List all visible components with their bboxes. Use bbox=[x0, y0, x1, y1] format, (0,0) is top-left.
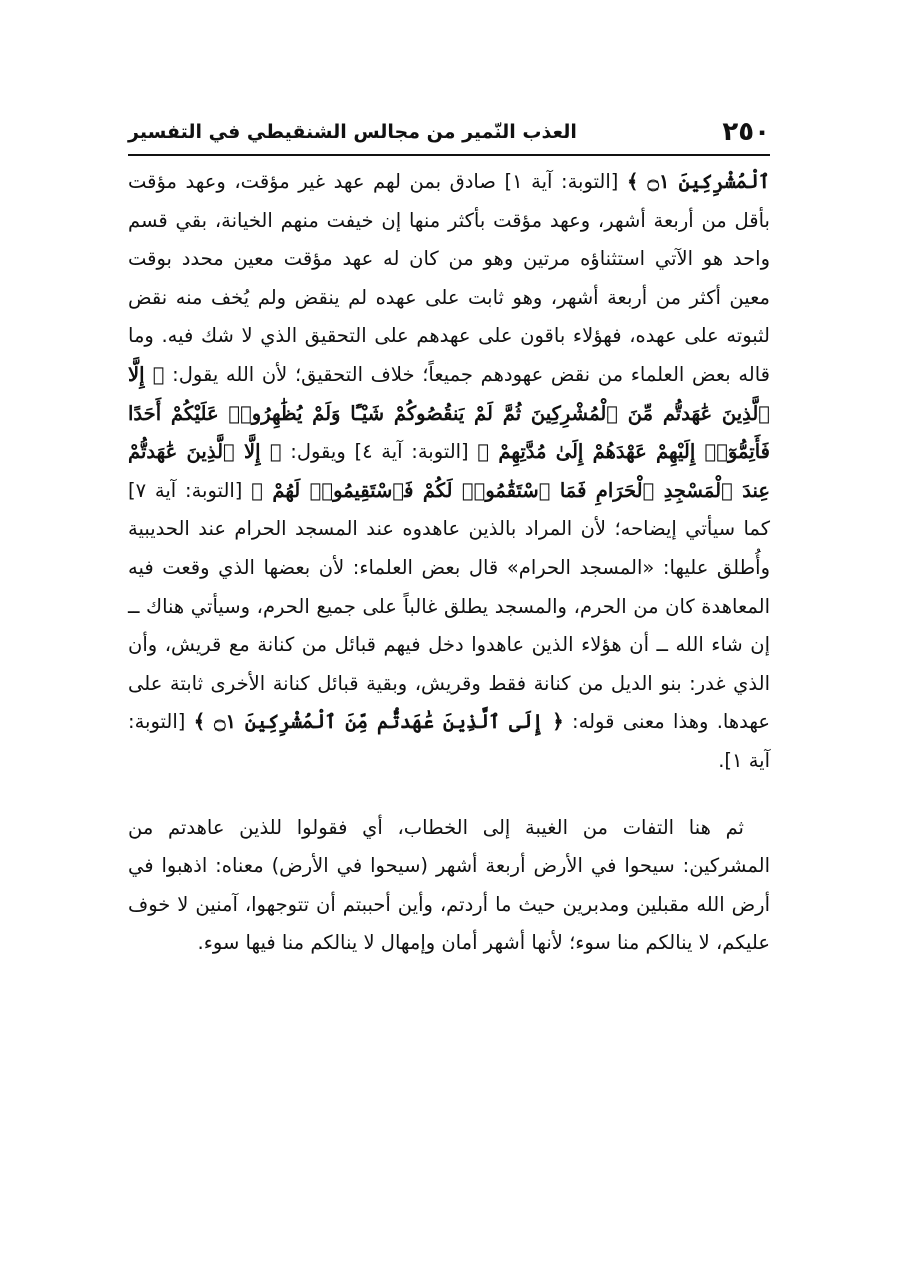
body-text: [التوبة: آية ١]. bbox=[128, 710, 770, 772]
paragraph-2 bbox=[128, 809, 770, 963]
header-rule bbox=[128, 154, 770, 156]
quran-verse: ٱلْمُشْرِكِينَ ۝١ ﴾ bbox=[626, 170, 770, 193]
quran-verse: ﴿ إِلَّا ٱلَّذِينَ عَٰهَدتُّم مِّنَ ٱلْمُشْرِكِينَ ثُمَّ لَمْ يَنقُصُوكُمْ شَيْـًٔا وَلَمْ يُظَٰهِرُوا۟ عَلَيْكُمْ أَحَدًا فَأَتِمُّوٓا۟ إِلَيْهِمْ عَهْدَهُمْ إِلَىٰ مُدَّتِهِمْ ﴾ bbox=[128, 362, 771, 464]
running-title: العذب النّمير من مجالس الشنقيطي في التفسير bbox=[128, 121, 577, 143]
paragraph-1 bbox=[128, 163, 770, 781]
page-header bbox=[128, 112, 770, 152]
body-text: ثم هنا التفات من الغيبة إلى الخطاب، أي فقولوا للذين عاهدتم من المشركين: سيحوا في الأرض أربعة أشهر (سيحوا في الأرض) معناه: اذهبوا في أرض الله مقبلين ومدبرين حيث ما أردتم، وأين أحببتم أن تتوجهوا، آمنين لا خوف عليكم، لا ينالكم منا سوء؛ لأنها أشهر أمان وإمهال لا ينالكم منا فيها سوء. bbox=[128, 815, 770, 955]
page-number: ٢٥٠ bbox=[722, 117, 770, 147]
quran-verse: ﴿ إِلَّا ٱلَّذِينَ عَٰهَدتُّمْ عِندَ ٱلْمَسْجِدِ ٱلْحَرَامِ فَمَا ٱسْتَقَٰمُوا۟ لَكُمْ فَٱسْتَقِيمُوا۟ لَهُمْ ﴾ bbox=[128, 440, 770, 502]
body-text: [التوبة: آية ٤] ويقول: bbox=[281, 440, 478, 464]
body-text: [التوبة: آية ١] صادق بمن لهم عهد غير مؤقت، وعهد مؤقت بأقل من أربعة أشهر، وعهد مؤقت بأكثر منها إن خيفت منهم الخيانة، بقي قسم واحد هو الآتي استثناؤه مرتين وهو من كان له عهد مؤقت معين محدد بوقت معين أكثر من أربعة أشهر، وهو ثابت على عهده لم ينقض ولم يُخف منه نقض لثبوته على عهده، فهؤلاء باقون على عهدهم على التحقيق الذي لا شك فيه. وما قاله بعض العلماء من نقض عهودهم جميعاً؛ خلاف التحقيق؛ لأن الله يقول: bbox=[128, 170, 771, 386]
quran-verse: ﴿ إِلَى ٱلَّذِينَ عَٰهَدتُّم مِّنَ ٱلْمُشْرِكِينَ ۝١ ﴾ bbox=[193, 710, 564, 734]
page-body bbox=[128, 163, 770, 963]
body-text: [التوبة: آية ٧] كما سيأتي إيضاحه؛ لأن المراد بالذين عاهدوه عند المسجد الحرام عند الحديبية وأُطلق عليها: «المسجد الحرام» قال بعض العلماء: لأن بعضها الذي وقعت فيه المعاهدة كان من الحرم، والمسجد يطلق غالباً على جميع الحرم، وسيأتي هناك ــ إن شاء الله ــ أن هؤلاء الذين عاهدوا دخل فيهم قبائل من كنانة مع قريش، وأن الذي غدر: بنو الديل من كنانة فقط وقريش، وبقية قبائل كنانة الأخرى ثابتة على عهدها. وهذا معنى قوله: bbox=[128, 478, 771, 734]
